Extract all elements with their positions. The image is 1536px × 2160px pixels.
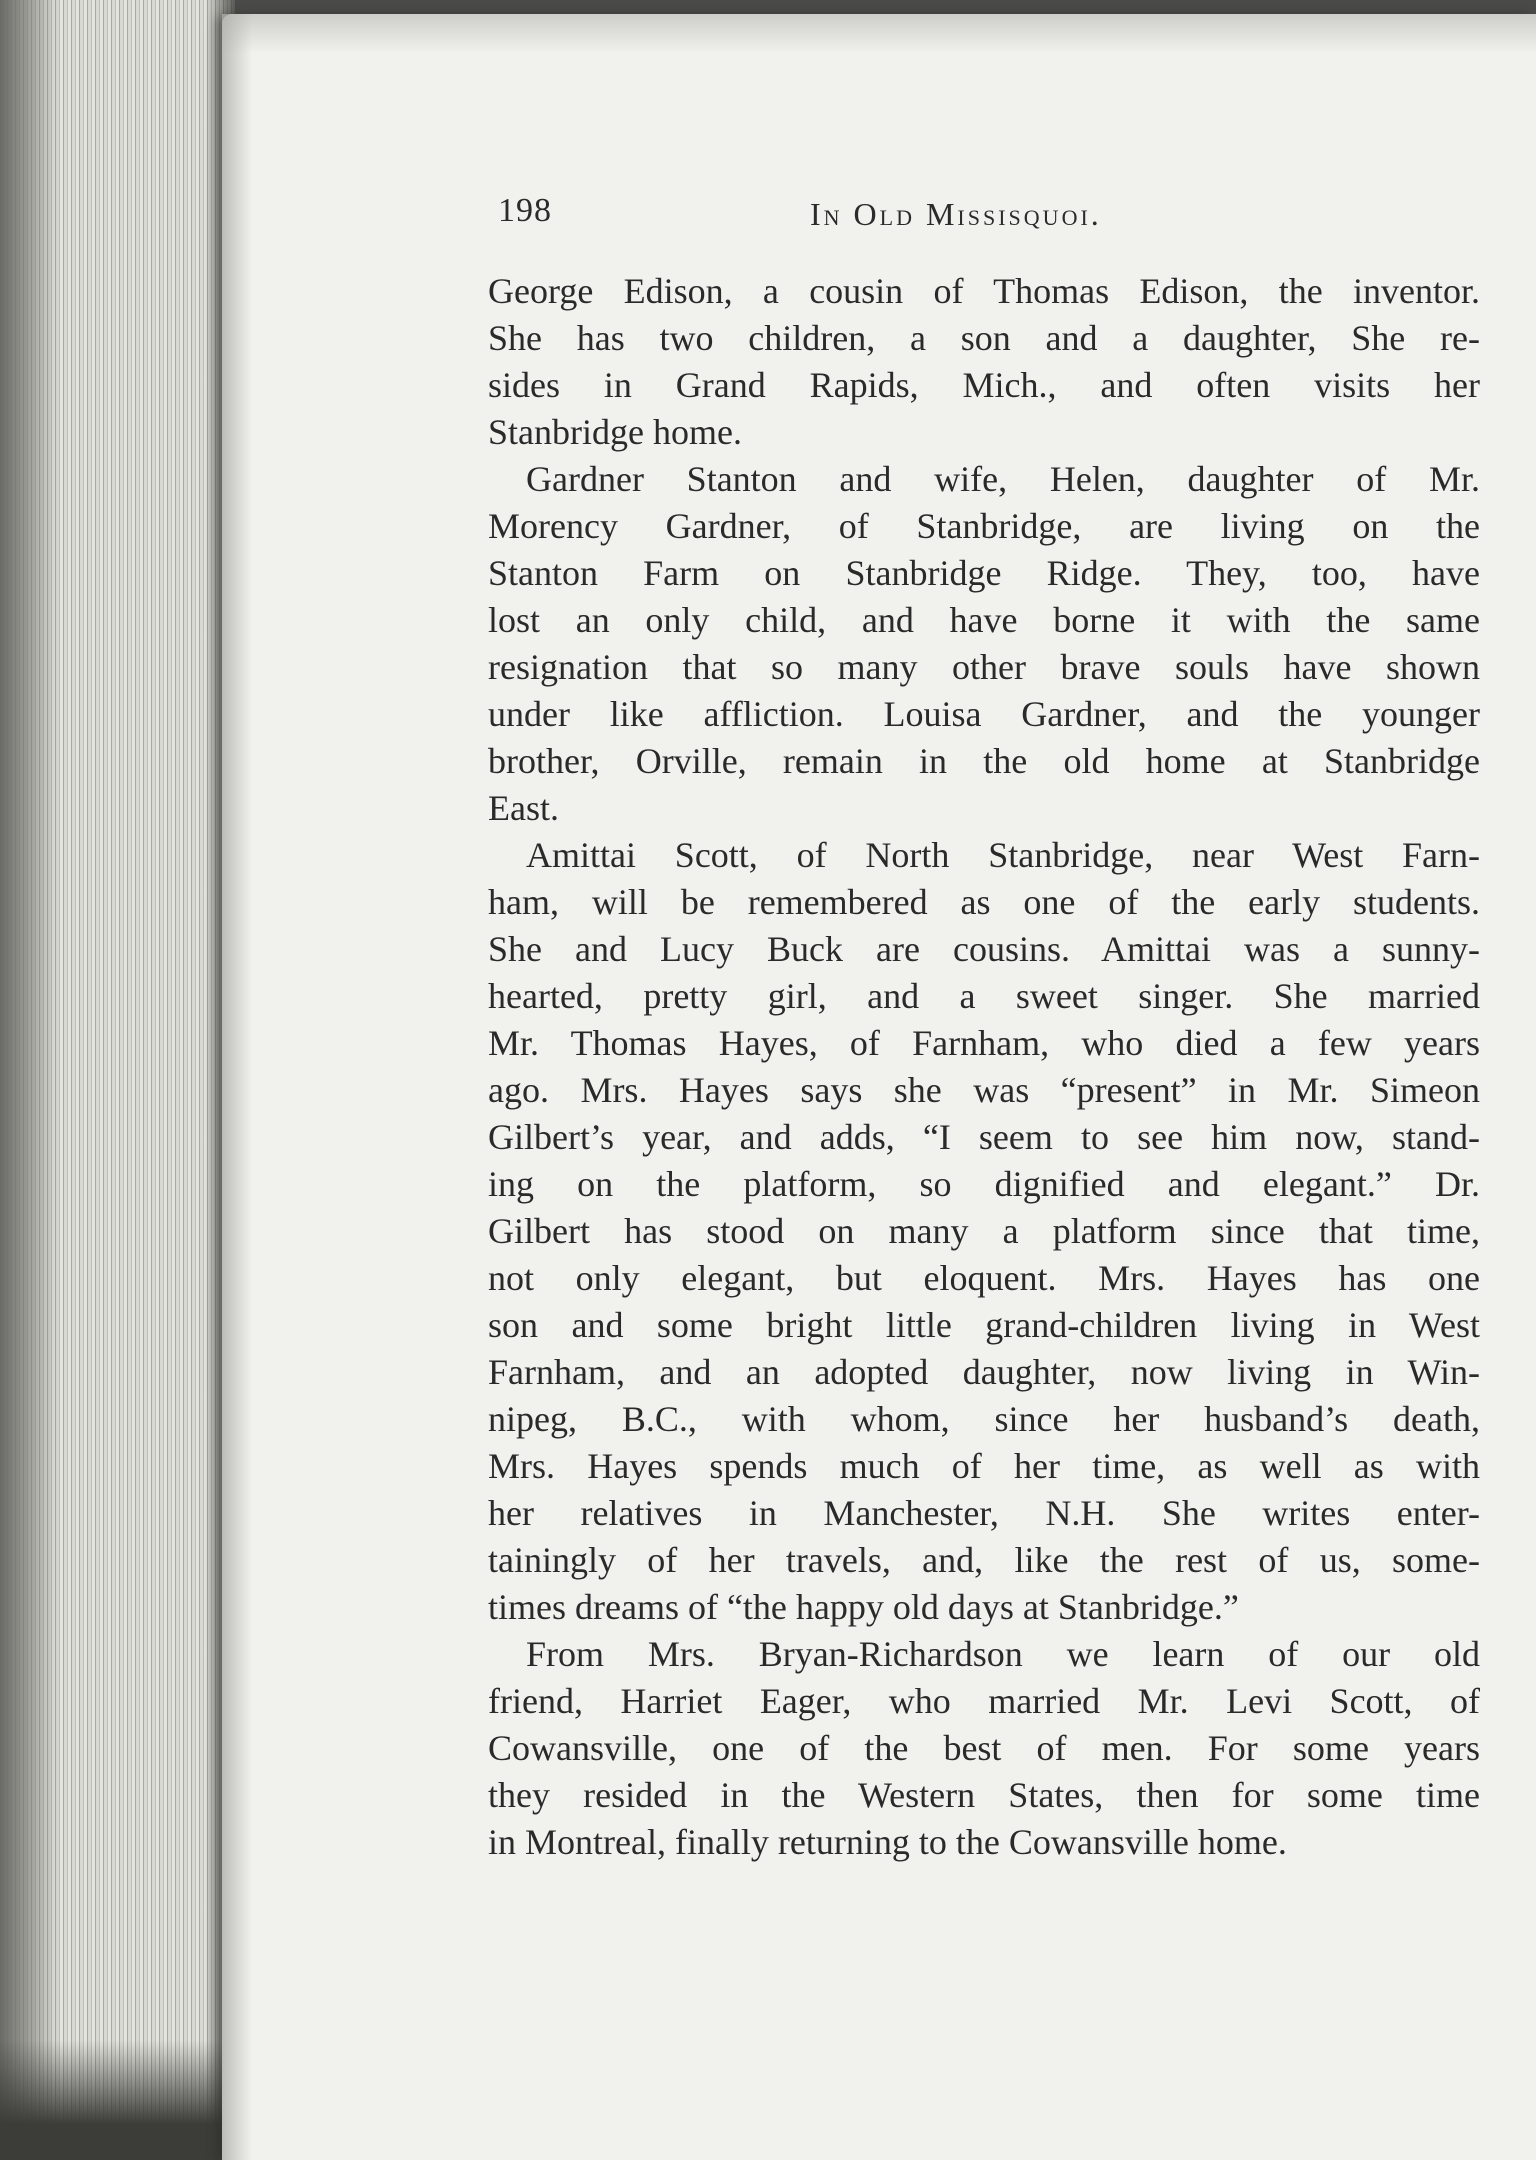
text-line: sides in Grand Rapids, Mich., and often visits her bbox=[488, 365, 1480, 405]
text-line: hearted, pretty girl, and a sweet singer. She married bbox=[488, 976, 1480, 1016]
text-line: Mrs. Hayes spends much of her time, as well as with bbox=[488, 1446, 1480, 1486]
text-line: Stanton Farm on Stanbridge Ridge. They, too, have bbox=[488, 553, 1480, 593]
text-line: times dreams of “the happy old days at Stanbridge.” bbox=[488, 1587, 1239, 1627]
text-line: son and some bright little grand-children living in West bbox=[488, 1305, 1480, 1345]
text-line: From Mrs. Bryan-Richardson we learn of our old bbox=[526, 1634, 1480, 1674]
text-line: She has two children, a son and a daughter, She re- bbox=[488, 318, 1480, 358]
page-top-shade bbox=[222, 14, 1536, 54]
text-line: ago. Mrs. Hayes says she was “present” in Mr. Simeon bbox=[488, 1070, 1480, 1110]
text-line: friend, Harriet Eager, who married Mr. Levi Scott, of bbox=[488, 1681, 1480, 1721]
text-line: Cowansville, one of the best of men. For some years bbox=[488, 1728, 1480, 1768]
text-line: under like affliction. Louisa Gardner, and the younger bbox=[488, 694, 1480, 734]
text-line: Farnham, and an adopted daughter, now living in Win- bbox=[488, 1352, 1480, 1392]
page-left-shade bbox=[222, 14, 252, 2160]
text-line: lost an only child, and have borne it with the same bbox=[488, 600, 1480, 640]
page-number: 198 bbox=[498, 192, 552, 229]
text-line: George Edison, a cousin of Thomas Edison, the inventor. bbox=[488, 271, 1480, 311]
page-edges-bottom-shadow bbox=[0, 2040, 240, 2160]
text-line: She and Lucy Buck are cousins. Amittai was a sunny- bbox=[488, 929, 1480, 969]
body-text bbox=[488, 268, 1480, 1866]
page-header bbox=[0, 192, 1536, 242]
text-line: brother, Orville, remain in the old home at Stanbridge bbox=[488, 741, 1480, 781]
text-line: Morency Gardner, of Stanbridge, are living on the bbox=[488, 506, 1480, 546]
text-line: Amittai Scott, of North Stanbridge, near West Farn- bbox=[526, 835, 1480, 875]
text-line: they resided in the Western States, then for some time bbox=[488, 1775, 1480, 1815]
text-line: East. bbox=[488, 788, 559, 828]
text-line: not only elegant, but eloquent. Mrs. Hayes has one bbox=[488, 1258, 1480, 1298]
text-line: resignation that so many other brave souls have shown bbox=[488, 647, 1480, 687]
text-line: Gilbert’s year, and adds, “I seem to see him now, stand- bbox=[488, 1117, 1480, 1157]
paragraph bbox=[488, 1631, 1480, 1866]
text-line: ham, will be remembered as one of the early students. bbox=[488, 882, 1480, 922]
text-line: tainingly of her travels, and, like the rest of us, some- bbox=[488, 1540, 1480, 1580]
running-head: In Old Missisquoi. bbox=[810, 196, 1102, 232]
text-line: Mr. Thomas Hayes, of Farnham, who died a few years bbox=[488, 1023, 1480, 1063]
text-line: in Montreal, finally returning to the Cowansville home. bbox=[488, 1822, 1287, 1862]
text-line: Gilbert has stood on many a platform since that time, bbox=[488, 1211, 1480, 1251]
text-line: Stanbridge home. bbox=[488, 412, 742, 452]
paragraph bbox=[488, 268, 1480, 456]
text-line: her relatives in Manchester, N.H. She writes enter- bbox=[488, 1493, 1480, 1533]
paragraph bbox=[488, 456, 1480, 832]
text-line: ing on the platform, so dignified and elegant.” Dr. bbox=[488, 1164, 1480, 1204]
text-line: nipeg, B.C., with whom, since her husband’s death, bbox=[488, 1399, 1480, 1439]
paragraph bbox=[488, 832, 1480, 1631]
page-edges-shadow bbox=[0, 0, 60, 2160]
text-line: Gardner Stanton and wife, Helen, daughter of Mr. bbox=[526, 459, 1480, 499]
